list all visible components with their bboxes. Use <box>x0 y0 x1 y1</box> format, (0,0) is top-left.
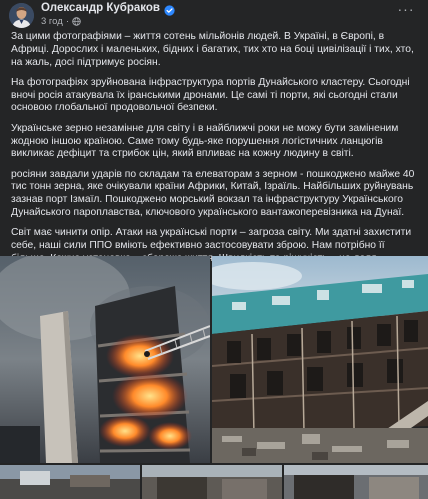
post-paragraph-2: На фотографіях зруйнована інфраструктура портів Дунайського кластеру. Сьогодні вночі росія атакувала їх іранськими дронами. Це самі ті порти, які сьогодні стали основою глобальної продовольчої безпеки. <box>11 76 410 114</box>
photo-grid <box>0 256 428 499</box>
verified-badge-icon <box>164 3 175 14</box>
globe-icon[interactable] <box>72 17 81 26</box>
post-header <box>0 0 428 30</box>
photo-burning-building[interactable] <box>0 256 210 463</box>
post-meta <box>41 16 81 27</box>
post-paragraph-1: За цими фотографіями – життя сотень мільйонів людей. В Україні, в Європі, в Африці. Дорослих і маленьких, бідних і багатих, тих хто на боці цивілізації і тих, хто, на жаль, досі підтримує росіян. <box>11 31 414 68</box>
photo-damage-3[interactable] <box>0 465 140 499</box>
meta-separator: · <box>65 16 69 27</box>
photo-damage-4[interactable] <box>142 465 282 499</box>
post-paragraph-3: Українське зерно незамінне для світу і в найближчі роки не можу бути заміненим жодною іншою країною. Саме тому будь-яке порушення логістичних ланцюгів викликає дефіцит та стрибок цін, який впливає на кожну людину в світі. <box>11 122 399 160</box>
author-row <box>41 2 175 14</box>
avatar[interactable] <box>9 3 34 28</box>
post-paragraph-4: росіяни завдали ударів по складам та елеваторам з зерном - пошкоджено майже 40 тис тонн зерна, яке очікували країни Африки, Китай, Ізраїль. Найбільших руйнувань зазнав порт Ізмаїл. Пошкоджено морський вокзал та інфраструктуру Українського Дунайського пароплавства, ключового українського вантажоперевізника на Дунаї. <box>11 168 415 219</box>
photo-damage-5[interactable] <box>284 465 428 499</box>
post-timestamp[interactable]: 3 год <box>41 16 63 27</box>
author-name[interactable]: Олександр Кубраков <box>41 2 160 14</box>
more-options-button[interactable] <box>396 1 416 18</box>
post-text <box>11 31 419 286</box>
photo-destroyed-terminal[interactable] <box>212 256 428 463</box>
post-paragraph-5: Світ має чинити опір. Атаки на українські порти – загроза світу. Ми здатні захистити себе, наші сили ППО вміють ефективно застосовувати зброю. Нам потрібно її <box>11 227 412 252</box>
more-options-icon: ··· <box>397 1 415 17</box>
